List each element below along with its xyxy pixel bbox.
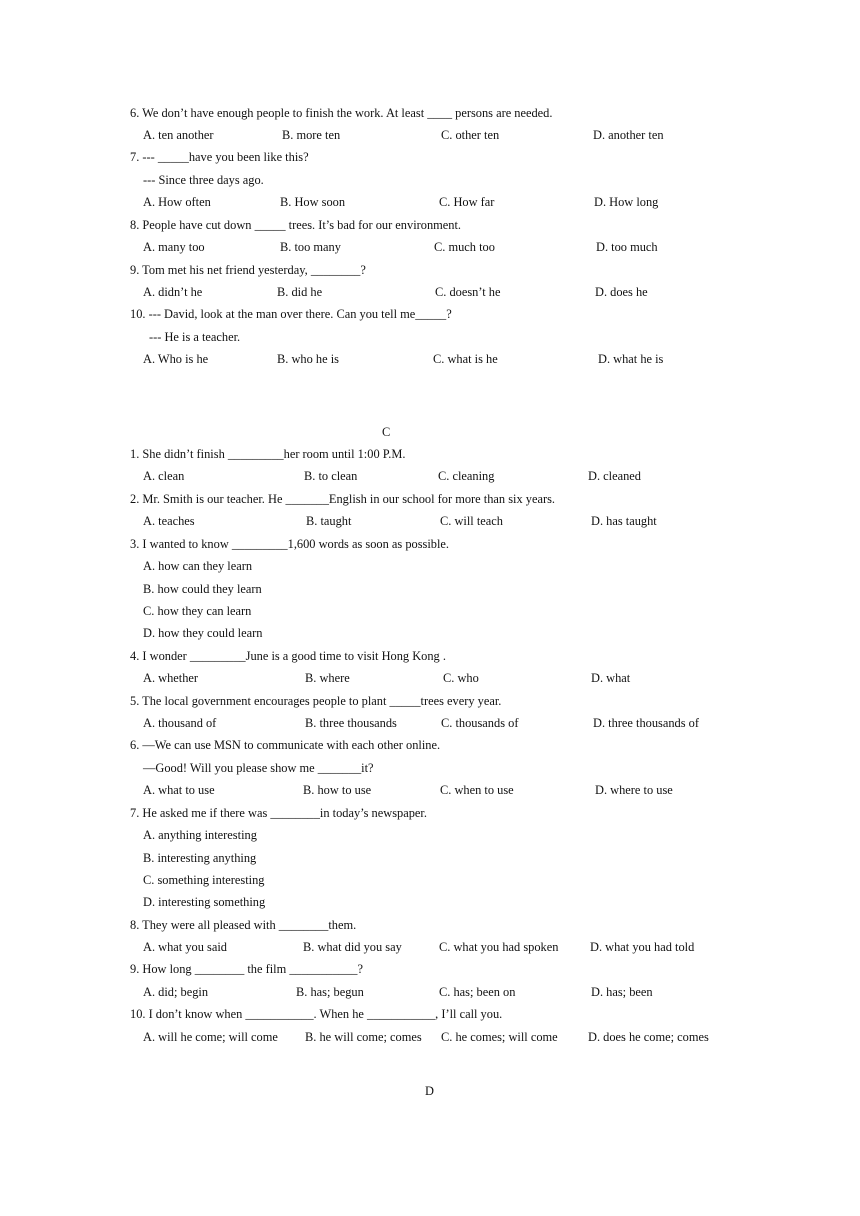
option-c5-c: C. thousands of	[441, 716, 519, 730]
option-c3-d: D. how they could learn	[143, 626, 263, 640]
question-c4-stem: 4. I wonder _________June is a good time to visit Hong Kong .	[130, 649, 446, 663]
option-b6-d: D. another ten	[593, 128, 664, 142]
option-c6-b: B. how to use	[303, 783, 372, 797]
option-b8-c: C. much too	[434, 240, 495, 254]
option-c3-c: C. how they can learn	[143, 604, 252, 618]
question-c1-stem: 1. She didn’t finish _________her room until 1:00 P.M.	[130, 447, 406, 461]
question-c6-second-line: —Good! Will you please show me _______it?	[143, 761, 374, 775]
option-b6-b: B. more ten	[282, 128, 341, 142]
option-c2-d: D. has taught	[591, 514, 657, 528]
option-b7-d: D. How long	[594, 195, 659, 209]
option-c1-c: C. cleaning	[438, 469, 495, 483]
option-c6-a: A. what to use	[143, 783, 215, 797]
option-c1-a: A. clean	[143, 469, 185, 483]
option-c7-b: B. interesting anything	[143, 851, 257, 865]
option-c7-d: D. interesting something	[143, 895, 266, 909]
option-c10-d: D. does he come; comes	[588, 1030, 709, 1044]
option-b8-d: D. too much	[596, 240, 658, 254]
question-c7-stem: 7. He asked me if there was ________in today’s newspaper.	[130, 806, 427, 820]
question-c8-stem: 8. They were all pleased with ________them.	[130, 918, 357, 932]
option-c9-c: C. has; been on	[439, 985, 516, 999]
option-c10-a: A. will he come; will come	[143, 1030, 278, 1044]
question-c2-stem: 2. Mr. Smith is our teacher. He _______English in our school for more than six years.	[130, 492, 556, 506]
question-c10-stem: 10. I don’t know when ___________. When he ___________, I’ll call you.	[130, 1007, 503, 1021]
option-c7-a: A. anything interesting	[143, 828, 257, 842]
option-c10-b: B. he will come; comes	[305, 1030, 422, 1044]
section-c-heading: C	[382, 425, 391, 439]
option-c3-b: B. how could they learn	[143, 582, 262, 596]
option-b10-d: D. what he is	[598, 352, 664, 366]
option-b8-b: B. too many	[280, 240, 341, 254]
option-b6-c: C. other ten	[441, 128, 500, 142]
option-c2-c: C. will teach	[440, 514, 503, 528]
option-c4-c: C. who	[443, 671, 479, 685]
option-b7-b: B. How soon	[280, 195, 346, 209]
option-c5-b: B. three thousands	[305, 716, 397, 730]
option-c9-d: D. has; been	[591, 985, 653, 999]
option-c8-b: B. what did you say	[303, 940, 402, 954]
option-b9-c: C. doesn’t he	[435, 285, 501, 299]
option-c8-a: A. what you said	[143, 940, 227, 954]
option-b7-a: A. How often	[143, 195, 211, 209]
option-c6-c: C. when to use	[440, 783, 514, 797]
option-c10-c: C. he comes; will come	[441, 1030, 558, 1044]
question-c9-stem: 9. How long ________ the film ___________?	[130, 962, 363, 976]
option-c8-c: C. what you had spoken	[439, 940, 559, 954]
option-c5-d: D. three thousands of	[593, 716, 699, 730]
question-b10-stem: 10. --- David, look at the man over there. Can you tell me_____?	[130, 307, 452, 321]
question-b7-answer-line: --- Since three days ago.	[143, 173, 264, 187]
option-c1-d: D. cleaned	[588, 469, 641, 483]
question-b8-stem: 8. People have cut down _____ trees. It’s bad for our environment.	[130, 218, 462, 232]
question-b7-stem: 7. --- _____have you been like this?	[130, 150, 309, 164]
option-c4-d: D. what	[591, 671, 631, 685]
option-b8-a: A. many too	[143, 240, 205, 254]
option-c6-d: D. where to use	[595, 783, 673, 797]
question-b6-stem: 6. We don’t have enough people to finish the work. At least ____ persons are needed.	[130, 106, 553, 120]
option-b10-c: C. what is he	[433, 352, 498, 366]
option-b10-a: A. Who is he	[143, 352, 209, 366]
question-c3-stem: 3. I wanted to know _________1,600 words as soon as possible.	[130, 537, 450, 551]
option-c2-b: B. taught	[306, 514, 352, 528]
option-c5-a: A. thousand of	[143, 716, 217, 730]
option-c4-a: A. whether	[143, 671, 199, 685]
option-b9-a: A. didn’t he	[143, 285, 203, 299]
option-b7-c: C. How far	[439, 195, 495, 209]
option-b10-b: B. who he is	[277, 352, 339, 366]
section-d-heading: D	[425, 1084, 434, 1098]
option-c9-b: B. has; begun	[296, 985, 364, 999]
option-c2-a: A. teaches	[143, 514, 195, 528]
option-c3-a: A. how can they learn	[143, 559, 253, 573]
option-c9-a: A. did; begin	[143, 985, 209, 999]
option-b6-a: A. ten another	[143, 128, 214, 142]
question-b10-answer-line: --- He is a teacher.	[149, 330, 241, 344]
question-b9-stem: 9. Tom met his net friend yesterday, ________?	[130, 263, 366, 277]
option-c4-b: B. where	[305, 671, 350, 685]
option-c7-c: C. something interesting	[143, 873, 265, 887]
option-b9-d: D. does he	[595, 285, 648, 299]
question-c5-stem: 5. The local government encourages people to plant _____trees every year.	[130, 694, 502, 708]
option-c8-d: D. what you had told	[590, 940, 695, 954]
option-b9-b: B. did he	[277, 285, 323, 299]
option-c1-b: B. to clean	[304, 469, 358, 483]
question-c6-stem: 6. —We can use MSN to communicate with each other online.	[130, 738, 441, 752]
